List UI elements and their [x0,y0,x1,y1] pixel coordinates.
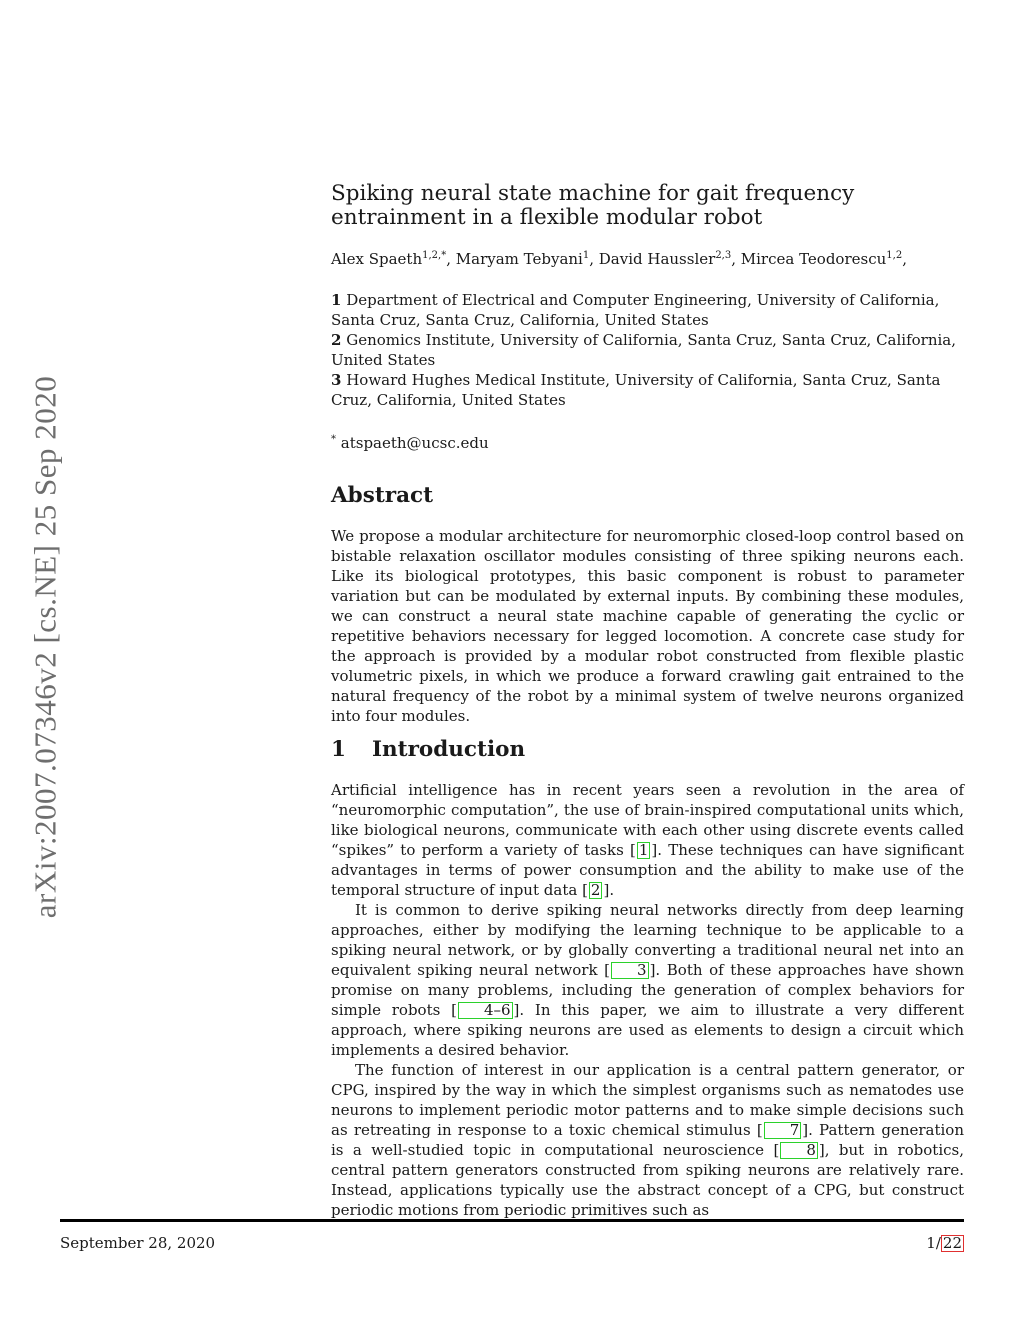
text-run: . [609,881,615,899]
author-affiliation-marks: 1 [582,250,590,261]
affiliation-text: Genomics Institute, University of California, Santa Cruz, Santa Cruz, California, United States [331,331,957,369]
introduction-body [331,780,964,1220]
author-name: Mircea Teodorescu [740,250,887,268]
citation-link[interactable]: 8 [780,1142,818,1159]
paragraph: The function of interest in our application is a central pattern generator, or CPG, inspired by the way in which the simplest organisms such as nematodes use neurons to implement periodic motor patterns and to make simple decisions such as retreating in response to a toxic chemical stimulus [ 7 ]. Pattern generation is a well-studied topic in computational neuroscience [ 8 ], but in robotics, central pattern generators constructed from spiking neurons are relatively rare. Instead, applications typically use the abstract concept of a CPG, but construct periodic motions from periodic primitives such as [331,1061,965,1219]
affiliation-number: 1 [331,291,342,309]
text-run: . In this paper, we aim to illustrate a very different approach, where spiking neurons are used as elements to design a circuit which implements a desired behavior. [331,1001,964,1059]
author-name: David Haussler [598,250,716,268]
text-run: Artificial intelligence has in recent years seen a revolution in the area of “neuromorphic computation”, the use of brain-inspired computational units which, like biological neurons, communicate with each other using discrete events called “spikes” to perform a variety of tasks [331,781,964,859]
author-affiliation-marks: 1,2 [886,250,903,261]
introduction-heading [331,737,964,762]
affiliation-text: Howard Hughes Medical Institute, University of California, Santa Cruz, Santa Cruz, California, United States [331,371,941,409]
section-title: Introduction [371,737,526,762]
paragraph: It is common to derive spiking neural networks directly from deep learning approaches, either by modifying the learning technique to be applicable to a spiking neural network, or by globally converting a traditional neural net into an equivalent spiking neural network [ 3 ]. Both of these approaches have shown promise on many problems, including the generation of complex behaviors for simple robots [ 4–6 ]. In this paper, we aim to illustrate a very different approach, where spiking neurons are used as elements to design a circuit which implements a desired behavior. [331,901,964,1059]
corresponding-email [331,433,964,453]
section-number: 1 [331,737,346,762]
page-separator: / [935,1234,941,1252]
footer-rule [60,1219,964,1222]
abstract-text: We propose a modular architecture for neuromorphic closed-loop control based on bistable relaxation oscillator modules consisting of three spiking neurons each. Like its biological prototypes, this basic component is robust to parameter variation but can be modulated by external inputs. By combining these modules, we can construct a neural state machine capable of generating the cyclic or repetitive behaviors necessary for legged locomotion. A concrete case study for the approach is provided by a modular robot constructed from flexible plastic volumetric pixels, in which we produce a forward crawling gait entrained to the natural frequency of the robot by a minimal system of twelve neurons organized into four modules. [331,527,964,725]
text-run: . Pattern generation is a well-studied topic in computational neuroscience [331,1121,965,1159]
affiliation-item [331,370,964,410]
text-run: . These techniques can have significant advantages in terms of power consumption and the ability to make use of the temporal structure of input data [331,841,965,899]
page-number [926,1233,964,1253]
affiliation-item [331,330,964,370]
footer-date: September 28, 2020 [60,1234,216,1252]
text-run: It is common to derive spiking neural networks directly from deep learning approaches, either by modifying the learning technique to be applicable to a spiking neural network, or by globally converting a traditional neural net into an equivalent spiking neural network [331,901,964,979]
author-affiliation-marks: 2,3 [715,250,732,261]
citation-link[interactable]: 7 [764,1122,802,1139]
citation-link[interactable]: 3 [611,962,649,979]
text-run: The function of interest in our application is a central pattern generator, or CPG, inspired by the way in which the simplest organisms such as nematodes use neurons to implement periodic motor patterns and to make simple decisions such as retreating in response to a toxic chemical stimulus [331,1061,964,1139]
current-page: 1 [926,1234,936,1252]
last-page-link[interactable]: 22 [942,1234,962,1252]
corresponding-mark: * [331,434,336,445]
affiliation-number: 2 [331,331,342,349]
text-run: . Both of these approaches have shown promise on many problems, including the generation of complex behaviors for simple robots [331,961,964,1019]
abstract-heading: Abstract [331,483,434,508]
email-address: atspaeth@ucsc.edu [340,434,489,452]
author-affiliation-marks: 1,2,* [422,250,447,261]
author-list: Alex Spaeth$^{1,2,*}$, Maryam Tebyani$^1$, David Haussler$^{2,3}$, Mircea Teodorescu$^{1,2}$, [331,250,907,268]
paragraph: Artificial intelligence has in recent years seen a revolution in the area of “neuromorphic computation”, the use of brain-inspired computational units which, like biological neurons, communicate with each other using discrete events called “spikes” to perform a variety of tasks [ 1 ]. These techniques can have significant advantages in terms of power consumption and the ability to make use of the temporal structure of input data [ 2 ]. [331,781,965,899]
affiliation-number: 3 [331,371,342,389]
citation-link[interactable]: 4–6 [458,1002,513,1019]
author-name: Alex Spaeth [331,250,423,268]
arxiv-side-stamp [27,357,62,937]
author-name: Maryam Tebyani [455,250,583,268]
affiliations [331,290,964,410]
paper-title: Spiking neural state machine for gait frequency entrainment in a flexible modular robot [331,181,855,230]
arxiv-identifier: arXiv:2007.07346v2 [cs.NE] 25 Sep 2020 [27,375,62,919]
text-run: , but in robotics, central pattern generators constructed from spiking neurons are relatively rare. Instead, applications typically use the abstract concept of a CPG, but construct periodic motions from periodic primitives such as [331,1141,964,1219]
affiliation-item [331,290,964,330]
citation-link[interactable]: 1 [638,841,649,859]
citation-link[interactable]: 2 [590,881,601,899]
affiliation-text: Department of Electrical and Computer Engineering, University of California, Santa Cruz, Santa Cruz, California, United States [331,291,940,329]
